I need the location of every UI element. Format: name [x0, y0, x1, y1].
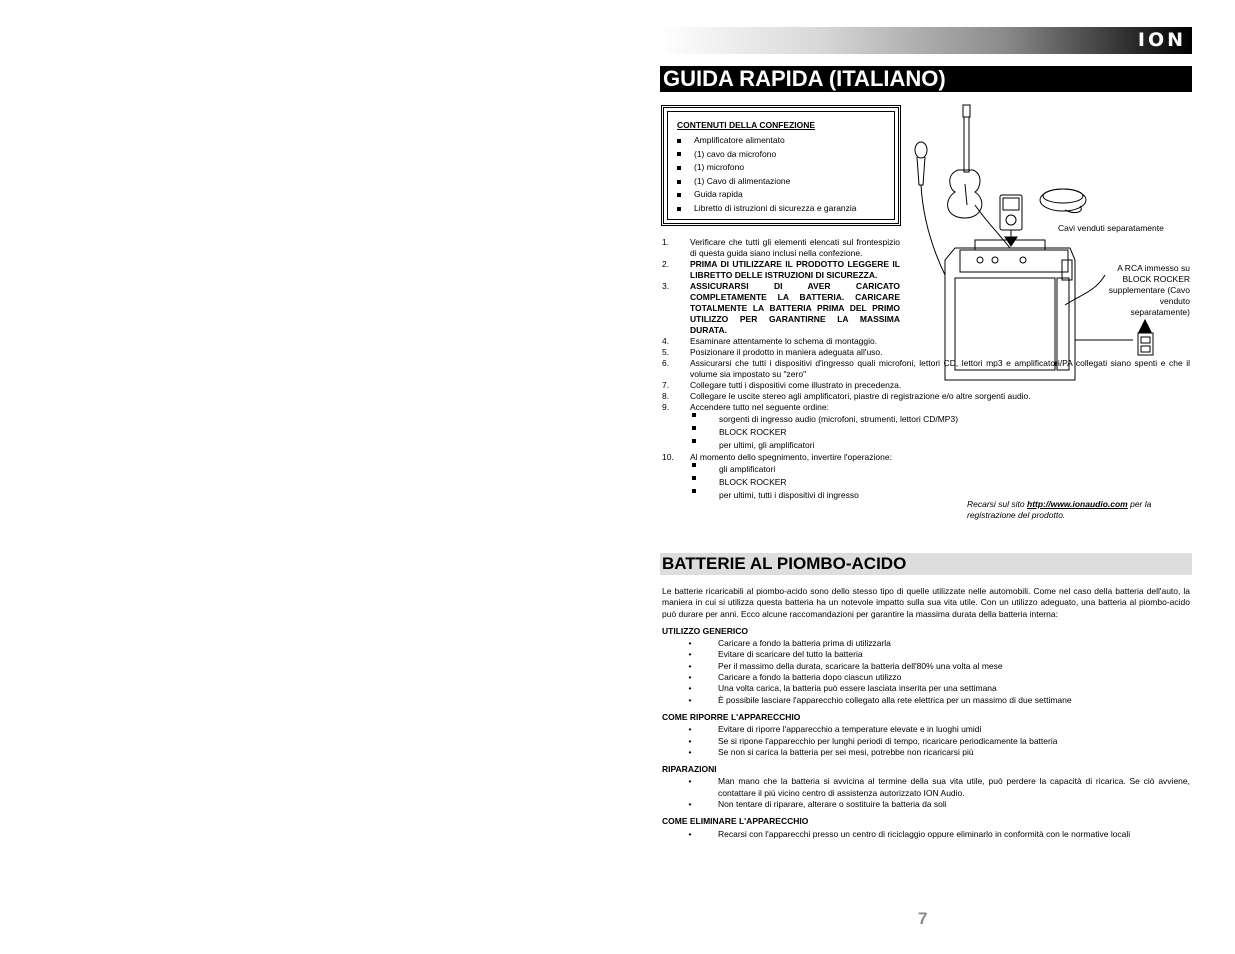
bullet-icon: •: [688, 746, 692, 757]
list-item: • Per il massimo della durata, scaricare la batteria dell'80% una volta al mese: [662, 661, 1190, 672]
square-bullet-icon: [692, 426, 696, 430]
bullet-list: [662, 724, 1190, 758]
subsection-heading: COME RIPORRE L'APPARECCHIO: [662, 711, 801, 722]
page-title-bar: [660, 66, 1192, 92]
registration-note: Recarsi sul sito http://www.ionaudio.com per la registrazione del prodotto.: [967, 499, 1152, 520]
cd-player-icon: [1040, 189, 1086, 213]
list-item: • Man mano che la batteria si avvicina al termine della sua vita utile, può perdere la capacità di ricarica. Se ciò avviene, contattare il più vicino centro di assistenza autorizzato ION Audio.: [662, 776, 1190, 799]
list-item: (1) cavo da microfono: [677, 148, 857, 162]
square-bullet-icon: [692, 413, 696, 417]
bullet-icon: •: [688, 638, 692, 649]
list-item: (1) Cavo di alimentazione: [677, 175, 857, 189]
subsection-heading: UTILIZZO GENERICO: [662, 625, 748, 636]
list-item: • Evitare di riporre l'apparecchio a temperature elevate e in luoghi umidi: [662, 724, 1190, 735]
list-item: • Caricare a fondo la batteria dopo ciascun utilizzo: [662, 672, 1190, 683]
box-contents-list: [677, 134, 857, 216]
subsection-heading: COME ELIMINARE L'APPARECCHIO: [662, 816, 809, 827]
page-title: GUIDA RAPIDA (ITALIANO): [663, 66, 946, 91]
bullet-list: [662, 829, 1190, 840]
list-item: Amplificatore alimentato: [677, 134, 857, 148]
step-2: 2. PRIMA DI UTILIZZARE IL PRODOTTO LEGGERE IL LIBRETTO DELLE ISTRUZIONI DI SICUREZZA.: [662, 259, 900, 280]
step-5: 5. Posizionare il prodotto in maniera adeguata all'uso.: [662, 347, 883, 357]
square-bullet-icon: [677, 166, 681, 170]
section-title: BATTERIE AL PIOMBO-ACIDO: [662, 554, 907, 573]
caption-rca-input: A RCA immesso su BLOCK ROCKER supplementare (Cavo venduto separatamente): [1108, 263, 1190, 317]
list-item: • È possibile lasciare l'apparecchio collegato alla rete elettrica per un massimo di due settimane: [662, 695, 1190, 706]
box-contents-panel: [661, 105, 901, 226]
step-9: 9. Accendere tutto nel seguente ordine:: [662, 402, 829, 412]
square-bullet-icon: [677, 152, 681, 156]
box-contents-inner-border: [667, 111, 895, 220]
step-7: 7. Collegare tutti i dispositivi come illustrato in precedenza.: [662, 380, 902, 390]
bullet-icon: •: [688, 735, 692, 746]
header-gradient-bar: [660, 27, 1192, 54]
bullet-icon: •: [688, 660, 692, 671]
guitar-icon: [948, 105, 1010, 248]
list-item: • Evitare di scaricare del tutto la batteria: [662, 649, 1190, 660]
bullet-list: [662, 776, 1190, 810]
list-item: gli amplificatori: [662, 463, 1192, 476]
box-contents-heading: CONTENUTI DELLA CONFEZIONE: [677, 120, 816, 130]
list-item: • Una volta carica, la batteria può essere lasciata inserita per una settimana: [662, 683, 1190, 694]
step-10: 10. Al momento dello spegnimento, invertire l'operazione:: [662, 452, 892, 462]
section-title-bar: [660, 553, 1192, 575]
square-bullet-icon: [692, 439, 696, 443]
square-bullet-icon: [677, 139, 681, 143]
list-item: • Se non si carica la batteria per sei mesi, potrebbe non ricaricarsi più: [662, 747, 1190, 758]
list-item: sorgenti di ingresso audio (microfoni, strumenti, lettori CD/MP3): [662, 413, 1192, 426]
square-bullet-icon: [677, 193, 681, 197]
bullet-icon: •: [688, 828, 692, 839]
list-item: (1) microfono: [677, 161, 857, 175]
bullet-icon: •: [688, 724, 692, 735]
list-item: BLOCK ROCKER: [662, 476, 1192, 489]
page-number: 7: [918, 909, 928, 928]
battery-intro: Le batterie ricaricabili al piombo-acido sono dello stesso tipo di quelle utilizzate nelle automobili. Come nel caso della batteria dell'auto, la maniera in cui si utilizza questa batteria ha un notevole impatto sulla sua vita utile. Con un utilizzo adeguato, una batteria al piombo-acido può durare per anni. Ecco alcune raccomandazioni per garantire la massima durata della batteria interna:: [662, 586, 1190, 619]
square-bullet-icon: [692, 476, 696, 480]
bullet-icon: •: [688, 672, 692, 683]
caption-sold-separately: Cavi venduti separatamente: [1058, 223, 1164, 233]
list-item: • Non tentare di riparare, alterare o sostituire la batteria da soli: [662, 799, 1190, 810]
step-8: 8. Collegare le uscite stereo agli amplificatori, piastre di registrazione e/o altre sorgenti audio.: [662, 391, 1031, 401]
bullet-icon: •: [688, 776, 692, 787]
subsection-heading: RIPARAZIONI: [662, 764, 717, 775]
battery-section: [662, 586, 1190, 840]
bullet-icon: •: [688, 694, 692, 705]
list-item: per ultimi, tutti i dispositivi di ingresso: [662, 489, 1192, 502]
step-3: 3. ASSICURARSI DI AVER CARICATO COMPLETAMENTE LA BATTERIA. CARICARE TOTALMENTE LA BATTERIA PRIMA DEL PRIMO UTILIZZO PER GARANTIRNE LA MASSIMA DURATA.: [662, 281, 900, 335]
list-item: • Se si ripone l'apparecchio per lunghi periodi di tempo, ricaricare periodicamente la batteria: [662, 736, 1190, 747]
list-item: • Caricare a fondo la batteria prima di utilizzarla: [662, 638, 1190, 649]
square-bullet-icon: [692, 489, 696, 493]
bullet-icon: •: [688, 799, 692, 810]
square-bullet-icon: [692, 463, 696, 467]
list-item: • Recarsi con l'apparecchi presso un centro di riciclaggio oppure eliminarlo in conformità con le normative locali: [662, 829, 1190, 840]
ion-logo: ION: [1137, 29, 1186, 51]
step-1: 1. Verificare che tutti gli elementi elencati sul frontespizio di questa guida siano inclusi nella confezione.: [662, 237, 900, 258]
ionaudio-link[interactable]: http://www.ionaudio.com: [1027, 499, 1128, 509]
square-bullet-icon: [677, 180, 681, 184]
square-bullet-icon: [677, 207, 681, 211]
list-item: Libretto di istruzioni di sicurezza e garanzia: [677, 202, 857, 216]
bullet-list: [662, 638, 1190, 706]
bullet-icon: •: [688, 683, 692, 694]
setup-steps: [662, 237, 1192, 502]
list-item: Guida rapida: [677, 188, 857, 202]
bullet-icon: •: [688, 649, 692, 660]
list-item: BLOCK ROCKER: [662, 426, 1192, 439]
step-4: 4. Esaminare attentamente lo schema di montaggio.: [662, 336, 878, 346]
list-item: per ultimi, gli amplificatori: [662, 439, 1192, 452]
step-6: 6. Assicurarsi che tutti i dispositivi d'ingresso quali microfoni, lettori CD, lettori mp3 e amplificatori/PA collegati siano spenti e che il volume sia impostato su "zero": [662, 358, 1190, 379]
